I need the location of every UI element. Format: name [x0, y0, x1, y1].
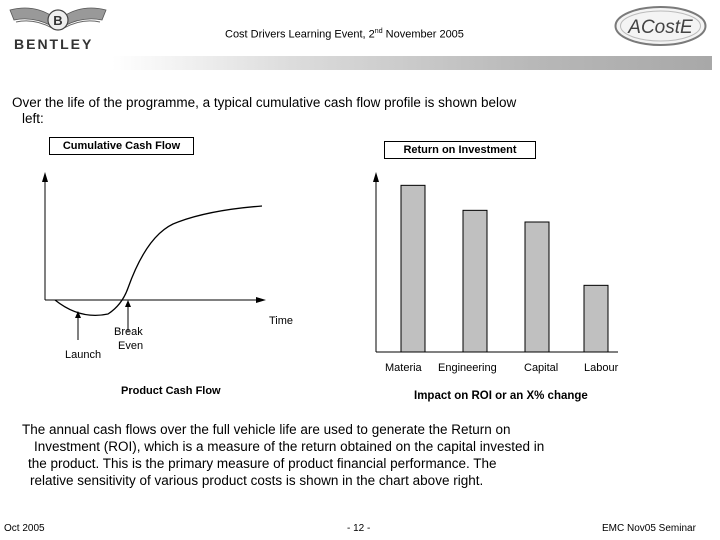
intro-text — [12, 95, 612, 127]
roi-category-label-3: Labour — [584, 362, 619, 374]
break-even-arrow — [125, 300, 131, 307]
roi-category-label-1: Engineering — [438, 362, 497, 374]
roi-bar-capital — [525, 222, 549, 352]
cumulative-chart-title: Cumulative Cash Flow — [49, 137, 194, 155]
intro-line-1: Over the life of the programme, a typical cumulative cash flow profile is shown below — [12, 95, 517, 110]
product-cash-flow-caption: Product Cash Flow — [121, 385, 221, 397]
bentley-wordmark: BENTLEY — [14, 36, 94, 52]
roi-category-label-2: Capital — [524, 362, 559, 374]
acoste-logo-text: ACostE — [628, 17, 693, 38]
cumulative-x-arrow — [256, 297, 266, 303]
svg-text:B: B — [53, 13, 63, 28]
roi-bar-labour — [584, 285, 608, 352]
footer-page-number: - 12 - — [347, 523, 371, 534]
intro-line-2: left: — [22, 111, 44, 126]
launch-label: Launch — [65, 349, 102, 361]
body-line-4: relative sensitivity of various product costs is shown in the chart above right. — [30, 473, 484, 488]
body-line-3: the product. This is the primary measure of product financial performance. The — [28, 456, 497, 471]
cumulative-y-arrow — [42, 172, 48, 182]
roi-category-label-0: Materia — [385, 362, 422, 374]
roi-bar-engineering — [463, 210, 487, 352]
break-even-label-1: Break — [114, 326, 143, 338]
body-line-2: Investment (ROI), which is a measure of the return obtained on the capital invested in — [34, 439, 545, 454]
launch-arrow — [75, 311, 81, 318]
footer-date: Oct 2005 — [4, 523, 45, 534]
break-even-label-2: Even — [118, 340, 144, 352]
footer-event: EMC Nov05 Seminar — [602, 523, 696, 534]
time-label: Time — [269, 315, 294, 327]
acoste-logo — [613, 4, 708, 48]
roi-x-label: Impact on ROI or an X% change — [414, 390, 588, 402]
cumulative-curve — [55, 206, 262, 315]
body-line-1: The annual cash flows over the full vehicle life are used to generate the Return on — [22, 422, 511, 437]
roi-bar-materia — [401, 185, 425, 352]
header-rule — [112, 56, 712, 70]
roi-y-arrow — [373, 172, 379, 182]
roi-chart-title: Return on Investment — [384, 141, 536, 159]
header-title: Cost Drivers Learning Event, 2nd November 2005 — [225, 28, 464, 41]
body-text — [22, 421, 612, 489]
